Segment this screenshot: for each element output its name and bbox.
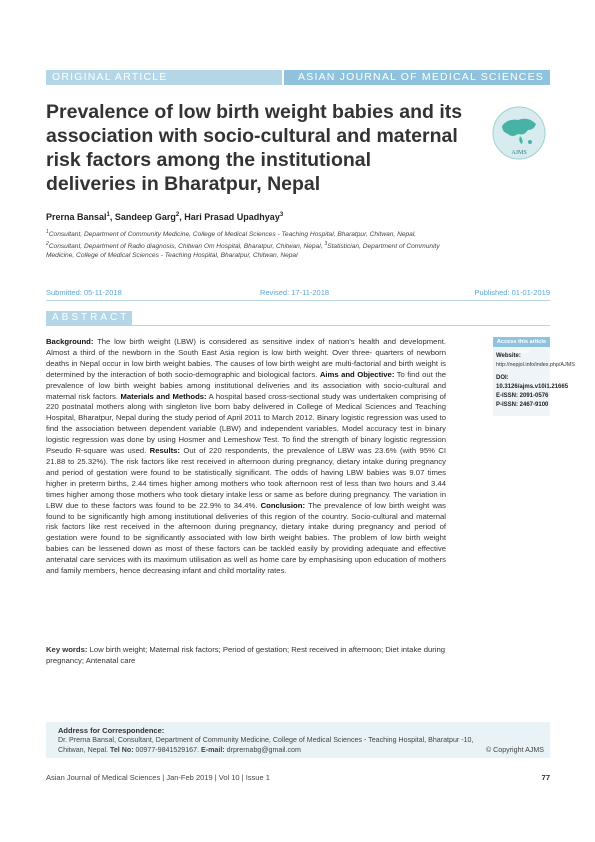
correspondence-title: Address for Correspondence: xyxy=(58,726,165,735)
author-name: Prerna Bansal xyxy=(46,212,107,222)
author-name: Hari Prasad Upadhyay xyxy=(184,212,280,222)
page-footer xyxy=(46,773,550,782)
article-title: Prevalence of low birth weight babies and its association with socio-cultural and maternal risk factors among the institutional deliveries in Bharatpur, Nepal xyxy=(46,101,463,195)
doi-text: DOI: 10.3126/ajms.v10i1.21665 xyxy=(496,375,569,390)
pissn-text: P-ISSN: 2467-9100 xyxy=(496,402,549,408)
published-date: Published: 01-01-2019 xyxy=(474,288,550,297)
correspondence-address: Dr. Prerna Bansal, Consultant, Department of Community Medicine, College of Medical Sciences - Teaching Hospital, Bharatpur -10, xyxy=(58,736,474,744)
access-header: Access this article online xyxy=(493,337,550,347)
divider xyxy=(46,325,550,326)
submitted-date: Submitted: 05-11-2018 xyxy=(46,288,122,297)
access-online-box xyxy=(493,337,575,416)
correspondence-contact: Chitwan, Nepal. Tel No: 00977-9841529167. E-mail: drprernabg@gmail.com xyxy=(58,746,301,754)
keywords: Key words: Low birth weight; Maternal risk factors; Period of gestation; Rest received in afternoon; Diet intake during pregnancy; Antenatal care xyxy=(46,645,446,665)
email-link[interactable]: drprernabg@gmail.com xyxy=(224,746,301,754)
website-label: Website: xyxy=(496,353,521,359)
abstract-heading: ABSTRACT xyxy=(46,311,132,325)
correspondence-box xyxy=(46,722,550,758)
divider xyxy=(46,300,550,301)
copyright-text: © Copyright AJMS xyxy=(485,746,544,754)
journal-issue-info: Asian Journal of Medical Sciences | Jan-Feb 2019 | Vol 10 | Issue 1 xyxy=(46,773,270,782)
author-name: Sandeep Garg xyxy=(114,212,176,222)
page-number: 77 xyxy=(541,773,550,782)
website-link[interactable]: http://nepjol.info/index.php/AJMS xyxy=(496,362,575,368)
journal-logo-icon xyxy=(490,104,548,162)
article-banner xyxy=(46,70,550,85)
revised-date: Revised: 17-11-2018 xyxy=(260,288,330,297)
article-type-label: ORIGINAL ARTICLE xyxy=(46,70,282,85)
author-affiliations: $^1$Consultant, Department of Community Medicine, College of Medical Sciences - Teaching Hospital, Bharatpur, Chitwan, Nepal, $^2$Consultant, Department of Radio diagnosis, Chitwan Om Hospital, Bharatpur, Chitwan, Nepal, $^3$Statistician, Department of Community Medicine, College of Medical Sciences - Teaching Hospital, Bharatpur, Chitwan, Nepal xyxy=(46,229,440,260)
author-list: Prerna Bansal$^1$, Sandeep Garg$^2$, Hari Prasad Upadhyay$^3$ xyxy=(46,212,284,222)
abstract-text: Background: The low birth weight (LBW) is considered as sensitive index of nation’s health and development. Almost a third of the newborn in the South East Asia region is low birth weight. Over three- quarters of newborn deaths in Nepal occur in low birth weight babies. The causes of low birth weight are multi-factorial and birth weight is determined by the interaction of both socio-demographic and biological factors. Aims and Objective: To find out the prevalence of low birth weight babies among institutional deliveries and its association with socio-cultural and maternal risk factors. Materials and Methods: A hospital based cross-sectional study was undertaken comprising of 220 postnatal mothers along with singleton live born baby delivered in College of Medical Sciences and Teaching Hospital, Bharatpur, Nepal during the study period of April 2011 to March 2012. Binary logistic regression was used to find the association between dependent variable (LBW) and independent variables. Model accuracy test in binary logistic regression was done by using Hosmer and Lemeshow Test. To find the strength of binary logistic regression Pseudo R-square was used. Results: Out of 220 respondents, the prevalence of LBW was 23.6% (with 95% CI 21.88 to 25.32%). The risk factors like rest received in afternoon during pregnancy, dietary intake during pregnancy and period of gestation were found to be statistically significant. The odds of having LBW babies was 9.07 times higher in preterm births, 2.44 times higher among mothers who took afternoon rest of less than two hours and 3.44 times higher among those mothers who took dietary intake less or same as before during pregnancy. The variation in LBW due to these factors was found to be 22.9% to 34.4%. Conclusion: The prevalence of low birth weight was found to be significantly high among institutional deliveries of this region of the country. Socio-cultural and maternal risk factors like rest received in the afternoon during pregnancy, dietary intake during pregnancy and period of gestation were found to be significantly associated with low birth weight babies. The problem of low birth weight babies can be lessened down as most of these factors can be tackled easily by providing adequate and effective antenatal care services with its maximum utilisation as well as home care by emphasising upon education of mothers and family members, hence decreasing infant and child mortality rates. xyxy=(46,337,447,576)
logo-label: AJMS xyxy=(511,150,527,156)
journal-name-label: ASIAN JOURNAL OF MEDICAL SCIENCES xyxy=(284,70,550,85)
eissn-text: E-ISSN: 2091-0576 xyxy=(496,393,549,399)
